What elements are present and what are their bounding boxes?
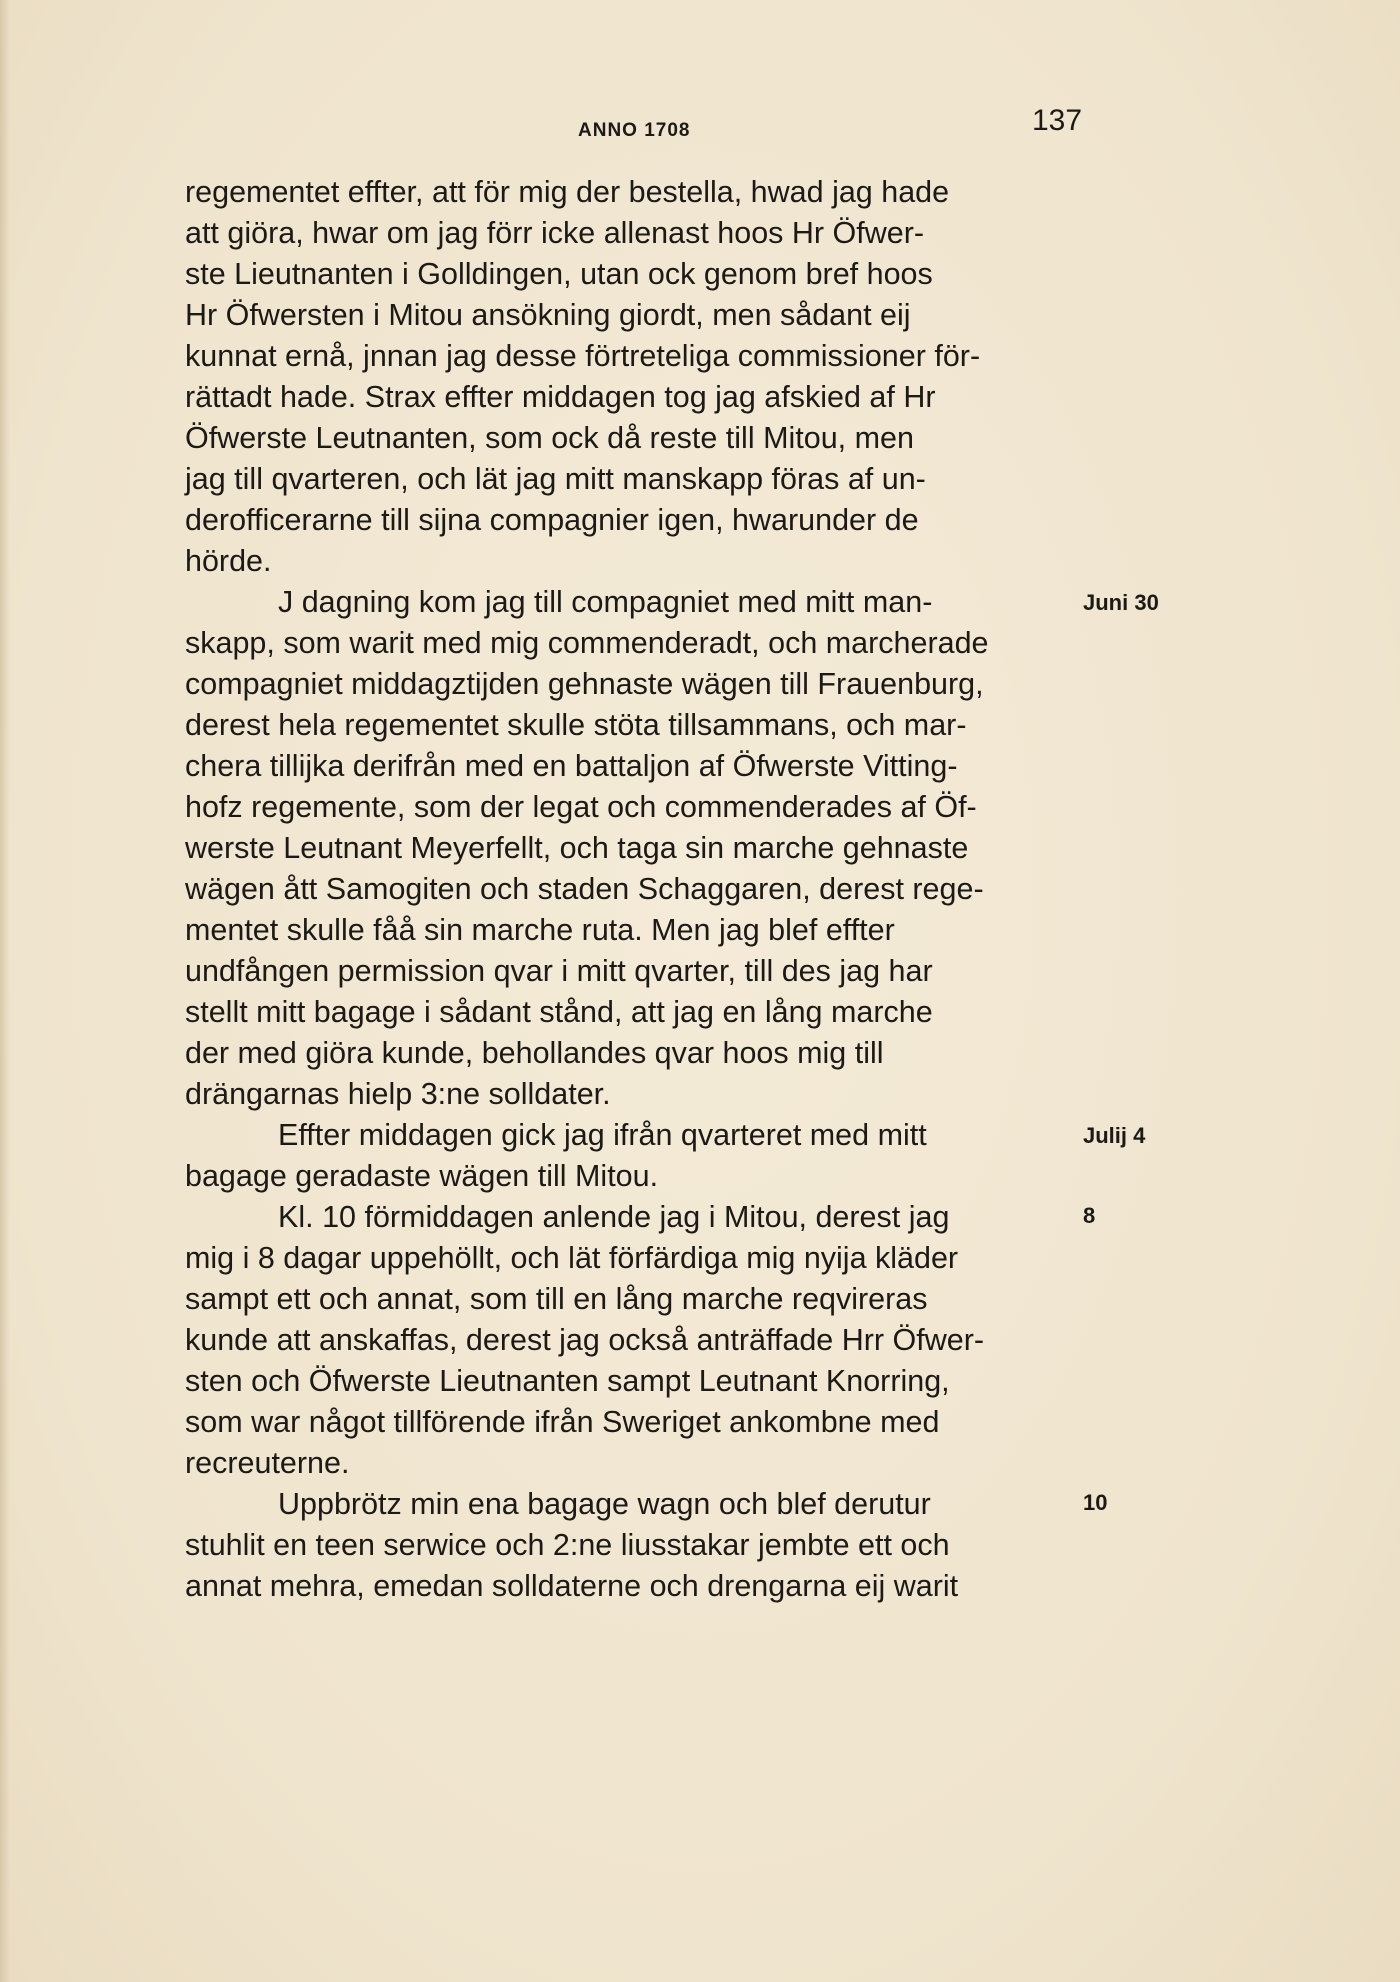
body-line: J dagning kom jag till compagniet med mitt man- <box>278 585 933 619</box>
body-line: mig i 8 dagar uppehöllt, och lät förfärdiga mig nyija kläder <box>185 1241 959 1275</box>
body-line: Effter middagen gick jag ifrån qvarteret med mitt <box>278 1118 927 1152</box>
body-line: recreuterne. <box>185 1446 350 1480</box>
page-edge-shadow <box>0 0 10 1982</box>
body-line: att giöra, hwar om jag förr icke allenast hoos Hr Öfwer- <box>185 216 925 250</box>
body-line: regementet effter, att för mig der bestella, hwad jag hade <box>185 175 950 209</box>
body-line: ste Lieutnanten i Golldingen, utan ock genom bref hoos <box>185 257 933 291</box>
body-line: kunde att anskaffas, derest jag också anträffade Hrr Öfwer- <box>185 1323 985 1357</box>
body-line: som war något tillförende ifrån Sweriget ankombne med <box>185 1405 940 1439</box>
margin-date-note: 10 <box>1083 1490 1108 1515</box>
body-line: rättadt hade. Strax effter middagen tog jag afskied af Hr <box>185 380 936 414</box>
body-line: derest hela regementet skulle stöta tillsammans, och mar- <box>185 708 967 742</box>
body-line: undfången permission qvar i mitt qvarter, till des jag har <box>185 954 933 988</box>
body-line: bagage geradaste wägen till Mitou. <box>185 1159 659 1193</box>
body-line: sampt ett och annat, som till en lång marche reqvireras <box>185 1282 928 1316</box>
body-line: annat mehra, emedan solldaterne och drengarna eij warit <box>185 1569 959 1603</box>
page-number: 137 <box>1032 104 1083 137</box>
body-line: skapp, som warit med mig commenderadt, och marcherade <box>185 626 989 660</box>
body-line: stuhlit en teen serwice och 2:ne liusstakar jembte ett och <box>185 1528 950 1562</box>
body-line: hofz regemente, som der legat och commenderades af Öf- <box>185 790 977 824</box>
body-line: jag till qvarteren, och lät jag mitt manskapp föras af un- <box>185 462 926 496</box>
body-line: Öfwerste Leutnanten, som ock då reste till Mitou, men <box>185 421 914 455</box>
body-line: compagniet middagztijden gehnaste wägen till Frauenburg, <box>185 667 984 701</box>
margin-date-note: Juni 30 <box>1083 590 1159 615</box>
body-line: mentet skulle fåå sin marche ruta. Men jag blef effter <box>185 913 895 947</box>
body-line: sten och Öfwerste Lieutnanten sampt Leutnant Knorring, <box>185 1364 950 1398</box>
margin-date-note: 8 <box>1083 1203 1096 1228</box>
body-line: wägen ått Samogiten och staden Schaggaren, derest rege- <box>185 872 984 906</box>
body-line: werste Leutnant Meyerfellt, och taga sin marche gehnaste <box>185 831 969 865</box>
body-line: chera tillijka derifrån med en battaljon af Öfwerste Vitting- <box>185 749 958 783</box>
body-line: der med giöra kunde, behollandes qvar hoos mig till <box>185 1036 884 1070</box>
running-title: ANNO 1708 <box>578 120 691 141</box>
body-line: derofficerarne till sijna compagnier igen, hwarunder de <box>185 503 919 537</box>
margin-date-note: Julij 4 <box>1083 1123 1146 1148</box>
body-line: kunnat ernå, jnnan jag desse förtreteliga commissioner för- <box>185 339 981 373</box>
body-line: hörde. <box>185 544 272 578</box>
body-line: stellt mitt bagage i sådant stånd, att jag en lång marche <box>185 995 933 1029</box>
body-line: Uppbrötz min ena bagage wagn och blef derutur <box>278 1487 931 1521</box>
body-line: Hr Öfwersten i Mitou ansökning giordt, men sådant eij <box>185 298 911 332</box>
body-line: Kl. 10 förmiddagen anlende jag i Mitou, derest jag <box>278 1200 950 1234</box>
body-line: drängarnas hielp 3:ne solldater. <box>185 1077 611 1111</box>
